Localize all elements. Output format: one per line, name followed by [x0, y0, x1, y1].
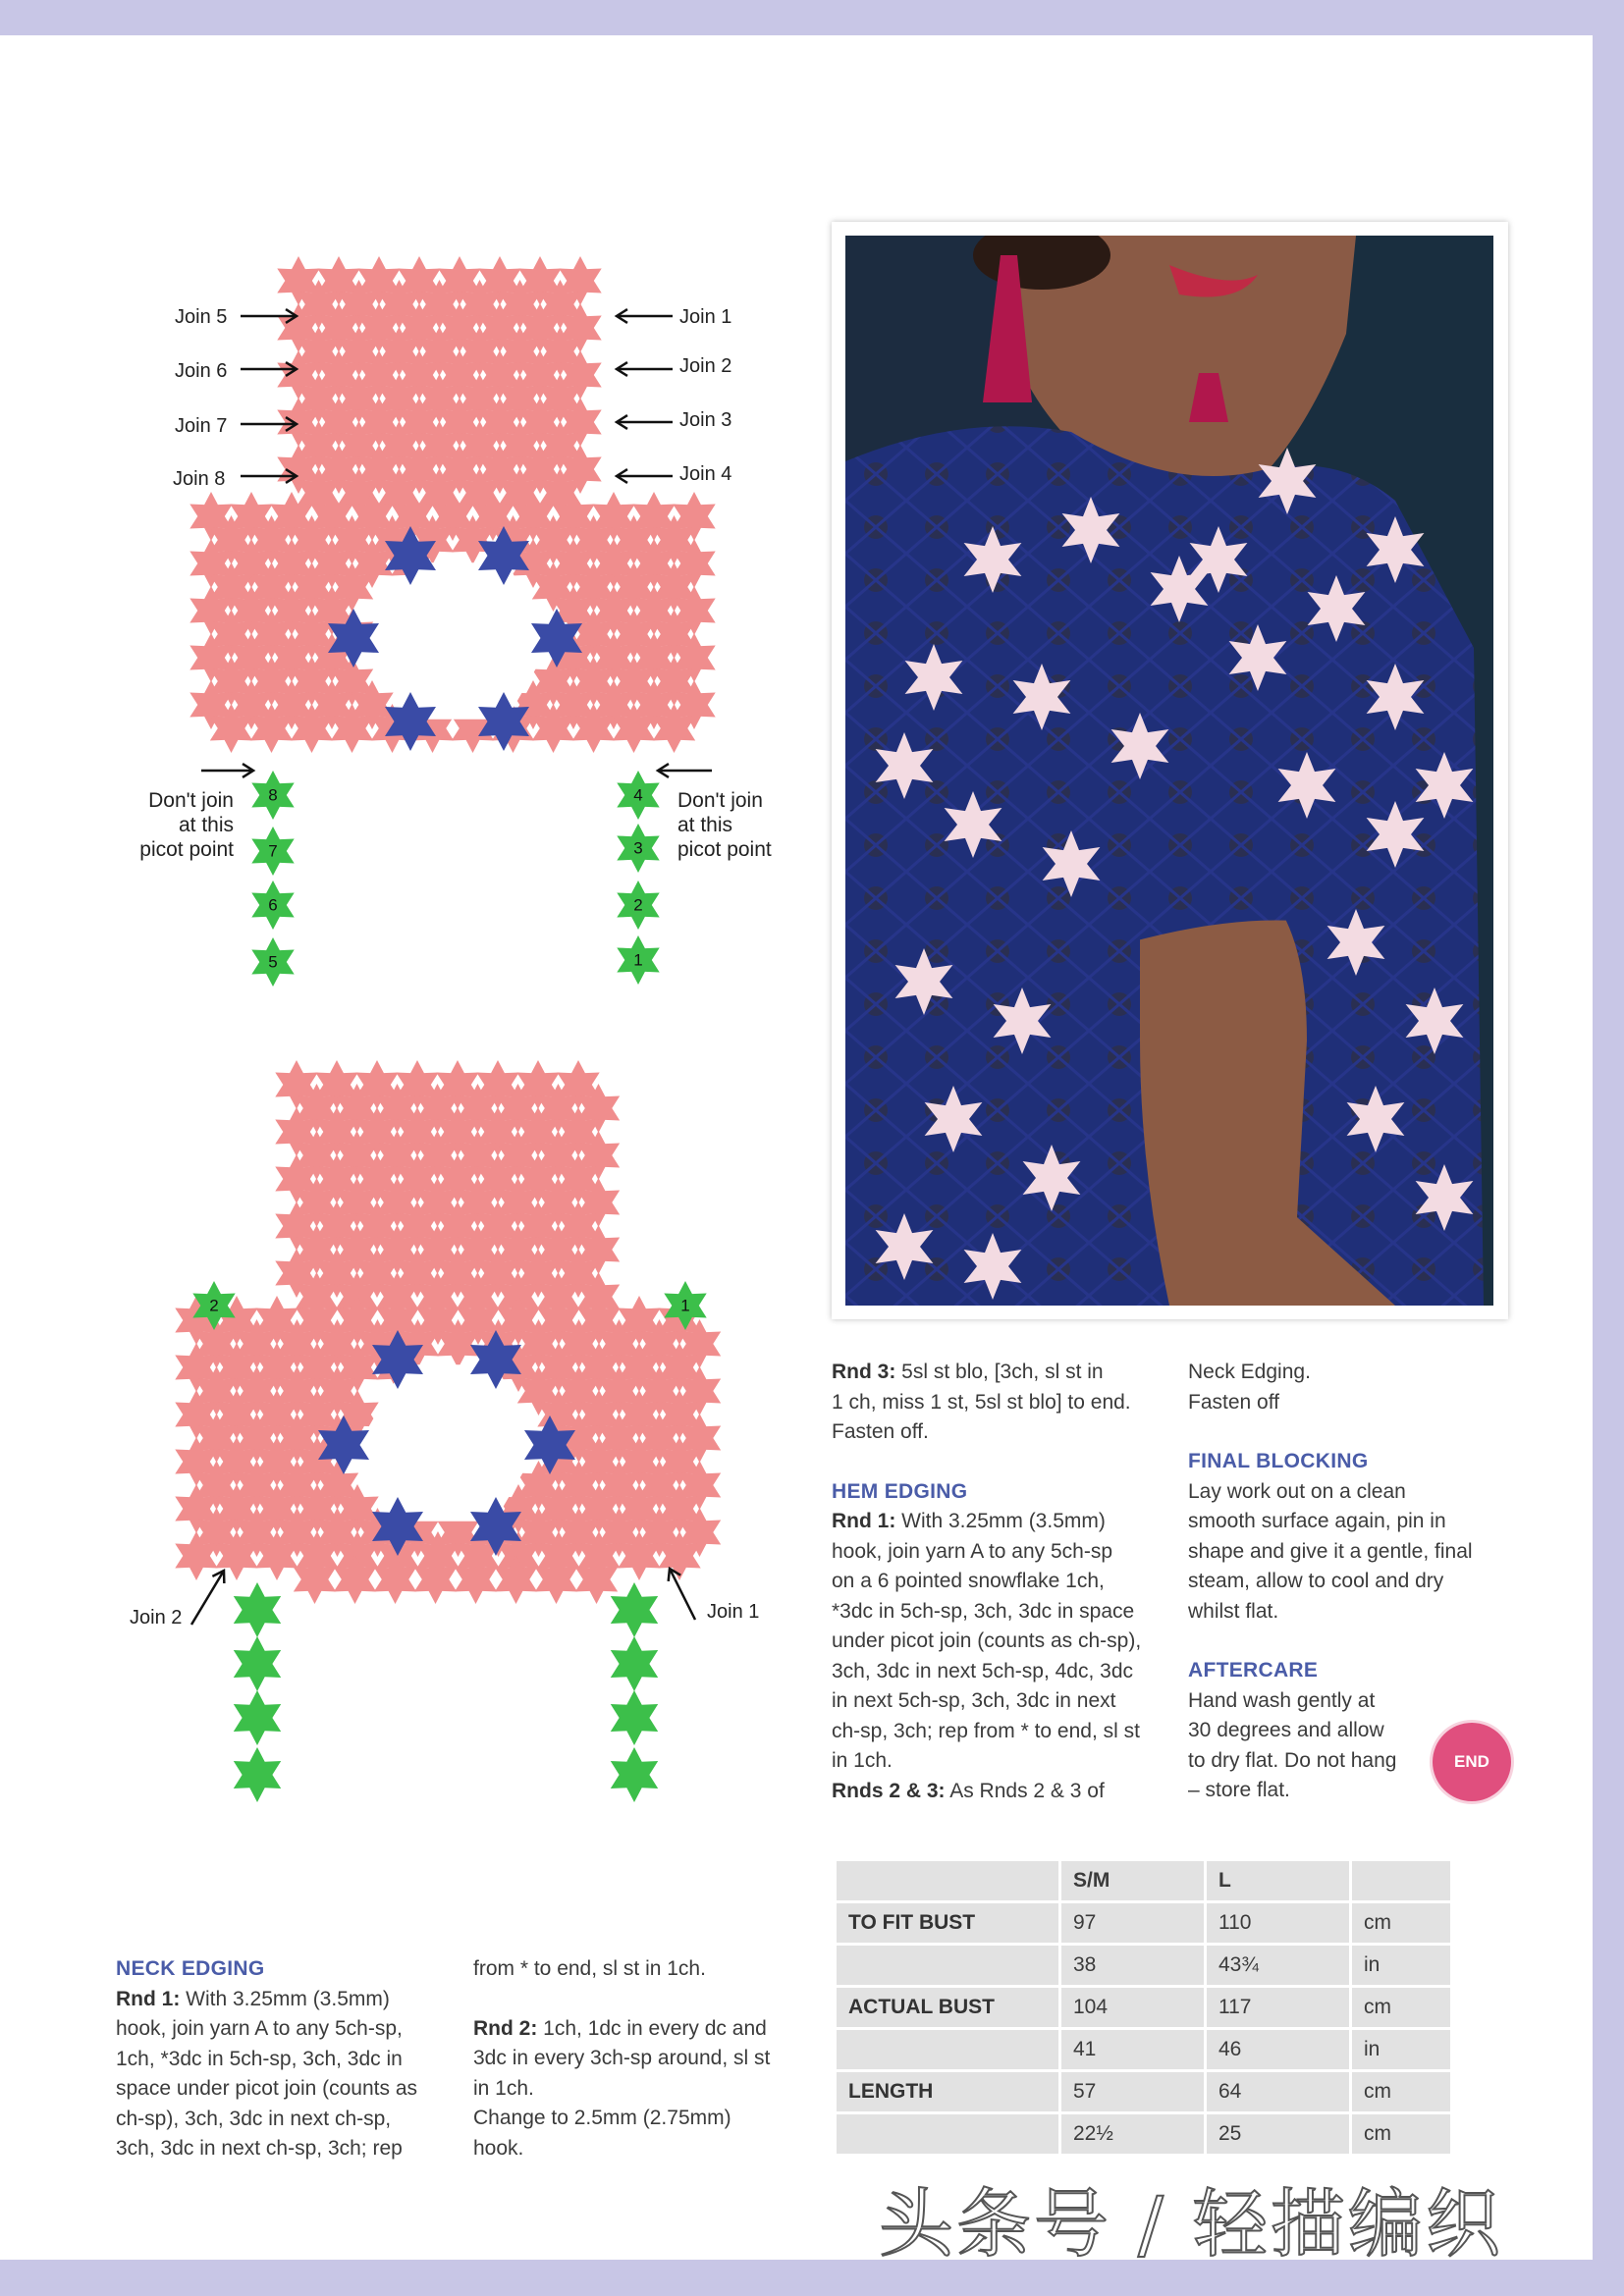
hem-rnd1-label: Rnd 1: — [832, 1510, 896, 1532]
size-cell — [837, 1946, 1058, 1985]
hem-rnds23-line — [832, 1777, 1165, 1807]
size-cell: cm — [1352, 2114, 1450, 2154]
dont-join-right-line-2: at this — [677, 814, 733, 836]
size-cell: 22½ — [1061, 2114, 1204, 2154]
back-green-star-right — [611, 1636, 658, 1691]
size-header-cell: S/M — [1061, 1861, 1204, 1900]
back-green-star-left — [234, 1747, 281, 1802]
size-cell: 41 — [1061, 2030, 1204, 2069]
model-photo — [845, 236, 1493, 1306]
size-cell: 38 — [1061, 1946, 1204, 1985]
size-cell: in — [1352, 1946, 1450, 1985]
neck-rnd1-line-4: space under picot join (counts as — [116, 2077, 418, 2100]
neck-rnd2-line-2: 3dc in every 3ch-sp around, sl st — [473, 2047, 771, 2069]
hem-rnds23-label: Rnds 2 & 3: — [832, 1779, 946, 1802]
size-cell: 43¾ — [1207, 1946, 1349, 1985]
hem-rnd1-line-9: in 1ch. — [832, 1749, 893, 1772]
final-blocking-line-4: steam, allow to cool and dry — [1188, 1570, 1444, 1592]
hem-edging-heading: HEM EDGING — [832, 1479, 968, 1503]
rnd3-line-3: Fasten off. — [832, 1420, 929, 1443]
neck-col2-line-1: from * to end, sl st in 1ch. — [473, 1957, 706, 1980]
size-cell: cm — [1352, 1988, 1450, 2027]
neck-rnd2-line-5: hook. — [473, 2136, 524, 2160]
final-blocking-heading: FINAL BLOCKING — [1188, 1450, 1369, 1472]
neck-rnd1-label: Rnd 1: — [116, 1987, 181, 2010]
size-table — [834, 1858, 1453, 2157]
size-cell: 57 — [1061, 2072, 1204, 2111]
neck-rnd1-line-2: hook, join yarn A to any 5ch-sp, — [116, 2017, 403, 2040]
neck-rnd2-text-1: 1ch, 1dc in every dc and — [537, 2016, 767, 2040]
dont-join-right-line-3: picot point — [677, 838, 772, 861]
join-label-back-left: Join 2 — [130, 1607, 183, 1629]
neck-rnd1-line-1 — [116, 1985, 450, 2015]
front-green-number-left: 7 — [268, 841, 278, 861]
size-cell — [837, 2030, 1058, 2069]
neck-rnd1-line-5: ch-sp), 3ch, 3dc in next ch-sp, — [116, 2107, 392, 2130]
size-cell: 110 — [1207, 1903, 1349, 1943]
front-green-number-right: 4 — [633, 785, 643, 805]
size-cell: TO FIT BUST — [837, 1903, 1058, 1943]
join-label-right-2: Join 2 — [679, 355, 732, 377]
front-green-number-left: 5 — [268, 952, 278, 972]
neck-edging-heading: NECK EDGING — [116, 1957, 265, 1980]
rnd3-label: Rnd 3: — [832, 1361, 896, 1383]
neck-rnd1-line-6: 3ch, 3dc in next ch-sp, 3ch; rep — [116, 2137, 403, 2160]
back-green-number-right: 1 — [680, 1296, 690, 1315]
final-blocking-line-1: Lay work out on a clean — [1188, 1479, 1406, 1503]
front-green-number-left: 8 — [268, 785, 278, 805]
neck-rnd2-line-3: in 1ch. — [473, 2076, 534, 2100]
join-label-back-right: Join 1 — [707, 1601, 760, 1623]
aftercare-line-1: Hand wash gently at — [1188, 1688, 1376, 1712]
join-label-left-4: Join 8 — [173, 468, 226, 490]
right-col-line-1: Neck Edging. — [1188, 1361, 1311, 1383]
rnd3-line-2: 1 ch, miss 1 st, 5sl st blo] to end. — [832, 1390, 1131, 1414]
size-cell: cm — [1352, 2072, 1450, 2111]
arrow-up-left-icon — [669, 1569, 695, 1620]
model-photo-illustration — [845, 236, 1493, 1306]
hem-rnd1-line-8: ch-sp, 3ch; rep from * to end, sl st — [832, 1719, 1140, 1742]
join-label-left-1: Join 5 — [175, 306, 228, 328]
join-label-left-2: Join 6 — [175, 360, 228, 382]
end-badge: END — [1433, 1723, 1511, 1801]
size-table-header — [837, 1861, 1450, 1900]
size-cell: in — [1352, 2030, 1450, 2069]
neck-rnd1-text-1: With 3.25mm (3.5mm) — [180, 1987, 390, 2010]
size-header-cell — [1352, 1861, 1450, 1900]
back-green-star-right — [611, 1747, 658, 1802]
size-cell: cm — [1352, 1903, 1450, 1943]
size-cell: 117 — [1207, 1988, 1349, 2027]
final-blocking-line-5: whilst flat. — [1188, 1599, 1279, 1623]
neck-rnd1-line-3: 1ch, *3dc in 5ch-sp, 3ch, 3dc in — [116, 2047, 403, 2070]
hem-rnd1-line-1 — [832, 1507, 1165, 1537]
front-green-number-right: 3 — [633, 838, 643, 858]
front-green-number-left: 6 — [268, 895, 278, 915]
final-blocking-line-2: smooth surface again, pin in — [1188, 1510, 1446, 1532]
hem-rnd1-text-1: With 3.25mm (3.5mm) — [895, 1510, 1106, 1532]
dont-join-right-line-1: Don't join — [677, 789, 763, 812]
diagram-back-svg — [0, 0, 805, 1865]
neck-rnd2-line-4: Change to 2.5mm (2.75mm) — [473, 2107, 731, 2129]
join-label-left-3: Join 7 — [175, 415, 228, 437]
neck-rnd2-label: Rnd 2: — [473, 2016, 538, 2040]
join-label-right-3: Join 3 — [679, 409, 732, 431]
hem-rnds23-text: As Rnds 2 & 3 of — [945, 1779, 1105, 1802]
aftercare-line-4: – store flat. — [1188, 1779, 1290, 1801]
hem-rnd1-line-2: hook, join yarn A to any 5ch-sp — [832, 1539, 1113, 1563]
front-green-number-right: 1 — [633, 950, 643, 970]
table-row — [837, 2030, 1450, 2069]
back-green-star-left — [234, 1582, 281, 1637]
hem-rnd1-line-5: under picot join (counts as ch-sp), — [832, 1629, 1142, 1652]
hem-rnd1-line-6: 3ch, 3dc in next 5ch-sp, 4dc, 3dc — [832, 1659, 1134, 1682]
back-green-star-left — [234, 1636, 281, 1691]
size-header-cell — [837, 1861, 1058, 1900]
neck-edging-column-2 — [473, 1954, 807, 2163]
table-row — [837, 1946, 1450, 1985]
final-blocking-line-3: shape and give it a gentle, final — [1188, 1539, 1473, 1563]
table-row — [837, 2072, 1450, 2111]
table-row — [837, 1903, 1450, 1943]
front-green-number-right: 2 — [633, 895, 643, 915]
model-photo-frame — [832, 222, 1508, 1319]
aftercare-heading: AFTERCARE — [1188, 1659, 1319, 1682]
neck-rnd2-line-1 — [473, 2014, 807, 2045]
hem-rnd1-line-7: in next 5ch-sp, 3ch, 3dc in next — [832, 1689, 1116, 1712]
dont-join-left-line-1: Don't join — [148, 789, 234, 812]
aftercare-line-3: to dry flat. Do not hang — [1188, 1748, 1397, 1772]
right-col-line-2: Fasten off — [1188, 1390, 1280, 1414]
size-cell: 46 — [1207, 2030, 1349, 2069]
size-cell: 104 — [1061, 1988, 1204, 2027]
dont-join-left-line-3: picot point — [139, 838, 234, 861]
back-green-number-left: 2 — [209, 1296, 219, 1315]
table-row — [837, 2114, 1450, 2154]
aftercare-line-2: 30 degrees and allow — [1188, 1719, 1384, 1741]
table-row — [837, 1988, 1450, 2027]
neck-edging-column-1 — [116, 1954, 450, 2164]
diagram-back — [0, 0, 805, 1865]
rnd3-text-1: 5sl st blo, [3ch, sl st in — [895, 1361, 1104, 1383]
size-cell: LENGTH — [837, 2072, 1058, 2111]
watermark-text: 头条号 / 轻描编织 — [879, 2180, 1503, 2268]
size-cell: 25 — [1207, 2114, 1349, 2154]
rnd3-line-1 — [832, 1358, 1165, 1388]
rnd3-column — [832, 1358, 1165, 1806]
back-green-star-left — [234, 1690, 281, 1745]
hem-rnd1-line-3: on a 6 pointed snowflake 1ch, — [832, 1570, 1105, 1592]
back-green-star-right — [611, 1690, 658, 1745]
size-header-cell: L — [1207, 1861, 1349, 1900]
size-cell: ACTUAL BUST — [837, 1988, 1058, 2027]
size-cell — [837, 2114, 1058, 2154]
back-green-star-right — [611, 1582, 658, 1637]
size-cell: 97 — [1061, 1903, 1204, 1943]
join-label-right-1: Join 1 — [679, 306, 732, 328]
join-label-right-4: Join 4 — [679, 463, 732, 485]
hem-rnd1-line-4: *3dc in 5ch-sp, 3ch, 3dc in space — [832, 1599, 1135, 1623]
dont-join-left-line-2: at this — [178, 814, 234, 836]
size-cell: 64 — [1207, 2072, 1349, 2111]
